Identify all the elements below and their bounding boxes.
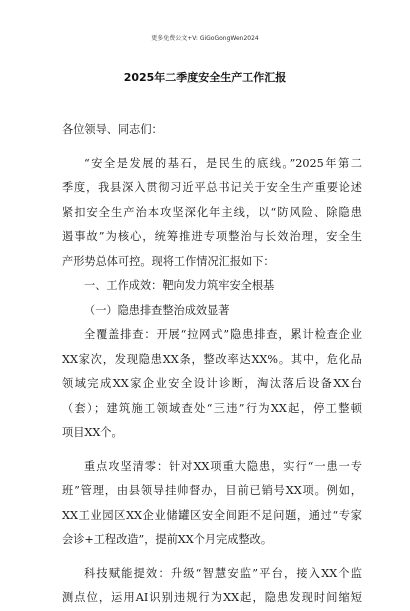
text-line: 会诊+工程改造”，提前XX个月完成整改。 (62, 533, 273, 546)
text-line: 班”管理，由县领导挂帅督办，目前已销号XX项。例如， (62, 484, 362, 497)
text-line: 产形势总体可控。现将工作情况汇报如下： (62, 254, 275, 268)
text-line: 项目XX个。 (62, 426, 123, 439)
text-line: 科技赋能提效：升级“智慧安监”平台，接入XX个监 (84, 566, 362, 580)
text-line: “安全是发展的基石，是民生的底线。”2025年第二 (84, 156, 362, 170)
text-line: 重点攻坚清零：针对XX项重大隐患，实行“一患一专 (84, 459, 362, 473)
document-title: 2025年二季度安全生产工作汇报 (123, 71, 287, 84)
text-line: 领域完成XX家企业安全设计诊断，淘汰落后设备XX台 (62, 377, 362, 390)
section-heading: 一、工作成效：靶向发力筑牢安全根基 (84, 279, 275, 292)
header-note: 更多免费公文+V: GiGoGongWen2024 (151, 35, 259, 42)
paragraph-1 (62, 323, 362, 446)
paragraph-3 (62, 562, 362, 611)
paragraph-2 (62, 455, 362, 553)
salutation: 各位领导、同志们： (62, 123, 163, 136)
text-line: 遏事故”为核心，统筹推进专项整治与长效治理，安全生 (62, 230, 362, 243)
text-line: XX工业园区XX企业储罐区安全间距不足问题，通过“专家 (62, 508, 362, 522)
text-line: 季度，我县深入贯彻习近平总书记关于安全生产重要论述 (62, 181, 362, 194)
text-line: 测点位，运用AI识别违规行为XX起，隐患发现时间缩短 (62, 591, 362, 604)
subsection-heading: （一）隐患排查整治成效显著 (84, 303, 230, 317)
text-line: 紧扣安全生产治本攻坚深化年主线，以“防风险、除隐患 (62, 205, 362, 219)
text-line: 全覆盖排查：开展“拉网式”隐患排查，累计检查企业 (84, 328, 362, 341)
text-line: XX家次，发现隐患XX条，整改率达XX%。其中，危化品 (62, 352, 362, 366)
document-body (62, 118, 362, 611)
intro-paragraph (62, 152, 362, 275)
text-line: （套）；建筑施工领域查处“三违”行为XX起，停工整顿 (62, 401, 362, 415)
